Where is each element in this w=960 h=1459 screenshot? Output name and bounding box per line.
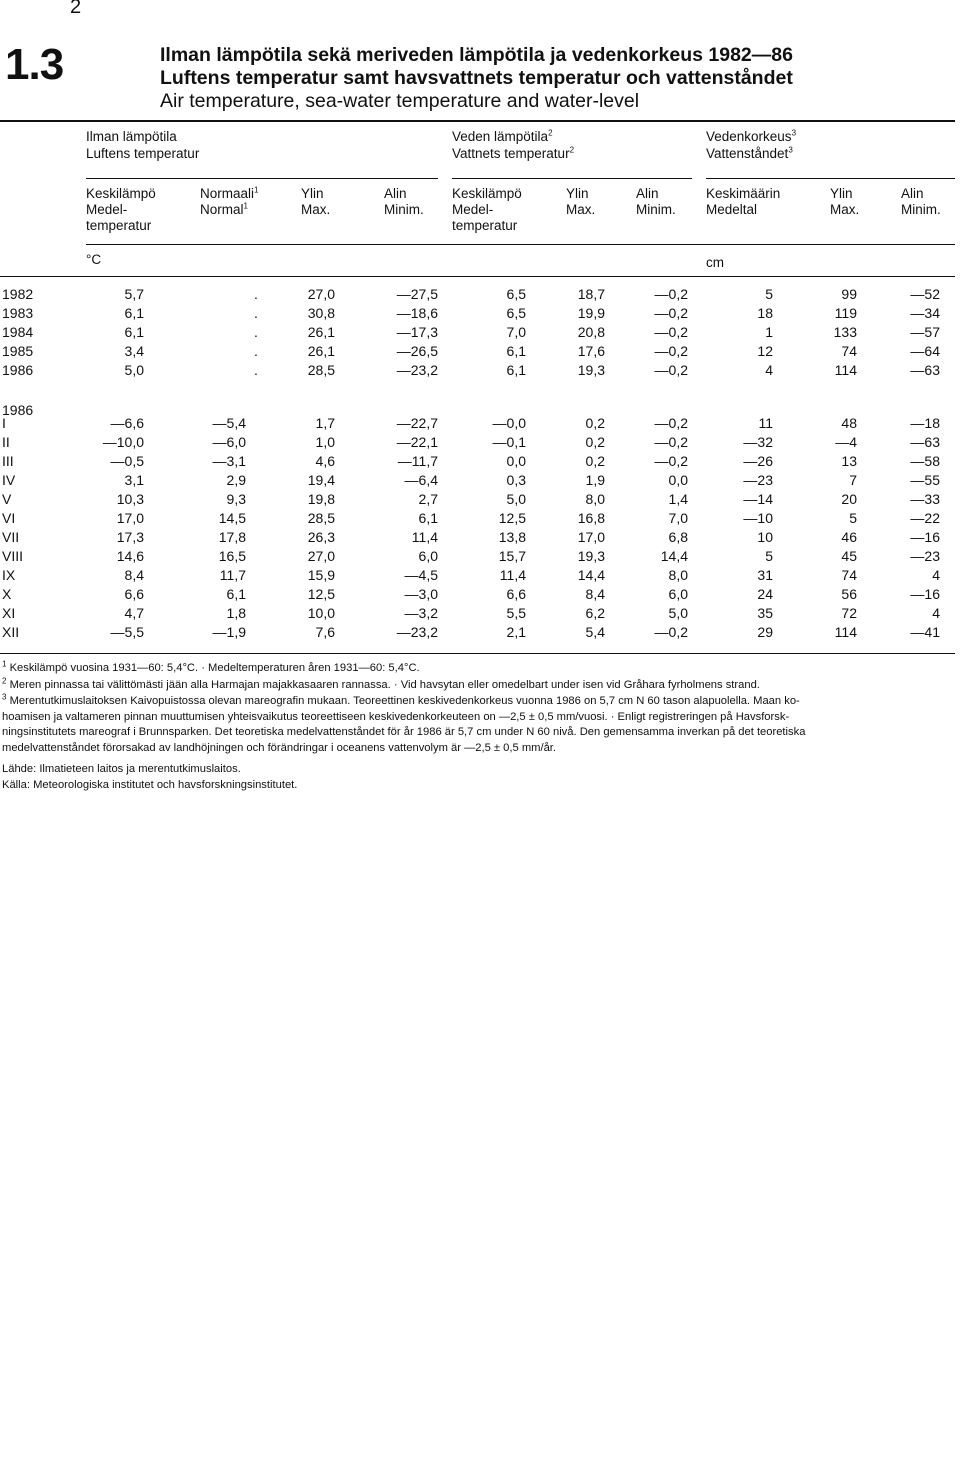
table-cell: —10,0	[102, 434, 144, 450]
group-air-sv: Luftens temperatur	[86, 146, 200, 161]
footnote-mark: 1	[2, 659, 7, 669]
footnote-text: medelvattenståndet förorsakad av landhöjningen och förändringar i oceanens vattenvolym är —2,5 ± 0,5 mm/år.	[2, 741, 557, 754]
header-line: Minim.	[384, 202, 424, 217]
table-cell: —16	[910, 529, 940, 545]
table-cell: —18	[910, 415, 940, 431]
group-rule-air	[86, 178, 438, 179]
row-label: X	[2, 586, 12, 602]
table-cell: 5	[849, 510, 857, 526]
table-cell: 35	[757, 605, 773, 621]
table-cell: 19,4	[307, 472, 335, 488]
table-cell: 13	[841, 453, 857, 469]
row-label: 1982	[2, 286, 34, 302]
table-cell: 6,1	[506, 362, 526, 378]
group-air-fi: Ilman lämpötila	[86, 129, 177, 144]
table-cell: 14,6	[116, 548, 144, 564]
column-header-air-normal	[200, 186, 258, 218]
table-cell: 4	[932, 567, 940, 583]
table-cell: 10,0	[307, 605, 335, 621]
table-cell: 72	[841, 605, 857, 621]
footnote-ref: 1	[254, 185, 259, 195]
footnote-text: Meren pinnassa tai välittömästi jään alla Harmajan majakkasaaren rannassa. · Vid havsytan eller omedelbart under isen vid Gråhara fyrholmens strand.	[9, 679, 760, 691]
table-cell: 7,0	[668, 510, 688, 526]
table-cell: 17,6	[577, 343, 605, 359]
row-label: 1986	[2, 362, 34, 378]
table-cell: —4	[835, 434, 857, 450]
table-cell: 19,3	[577, 548, 605, 564]
table-cell: 1,4	[668, 491, 688, 507]
table-cell: 16,8	[577, 510, 605, 526]
footnote-mark: 3	[2, 692, 7, 702]
row-label: II	[2, 434, 10, 450]
table-cell: 7,6	[315, 624, 335, 640]
table-cell: 6,0	[418, 548, 438, 564]
row-label: III	[2, 453, 14, 469]
title-finnish: Ilman lämpötila sekä meriveden lämpötila ja vedenkorkeus 1982—86	[160, 44, 793, 66]
section-number: 1.3	[5, 40, 64, 89]
group-water-level	[706, 128, 796, 162]
table-cell: 11,4	[499, 567, 526, 583]
table-cell: 14,5	[218, 510, 246, 526]
footnote-2	[2, 678, 760, 694]
column-header-level-max	[830, 186, 859, 218]
table-cell: —0,2	[654, 362, 688, 378]
table-bottom-rule	[0, 653, 955, 654]
title-swedish: Luftens temperatur samt havsvattnets temperatur och vattenståndet	[160, 67, 793, 89]
table-cell: 5	[765, 548, 773, 564]
table-cell: —3,0	[404, 586, 438, 602]
header-line: Ylin	[301, 186, 324, 201]
table-cell: 24	[757, 586, 773, 602]
table-cell: —33	[910, 491, 940, 507]
table-cell: 9,3	[226, 491, 246, 507]
table-cell: 2,1	[506, 624, 526, 640]
table-cell: 7,0	[506, 324, 526, 340]
table-cell: —32	[743, 434, 773, 450]
header-line: Alin	[384, 186, 407, 201]
footnote-text: ningsinstitutets mareograf i Brunnsparken. Det teoretiska medelvattenståndet för år 1986 är 5,7 cm under N 60 nivå. Den gemensamma inverkan på det teoretiska	[2, 726, 806, 738]
header-line: temperatur	[452, 218, 518, 233]
footnote-mark: 2	[2, 676, 7, 686]
footnote-text: Keskilämpö vuosina 1931—60: 5,4°C. · Medeltemperaturen åren 1931—60: 5,4°C.	[9, 662, 420, 674]
unit-celsius: °C	[86, 252, 102, 267]
table-cell: 74	[841, 567, 857, 583]
table-cell: 1,7	[315, 415, 335, 431]
page-number: 2	[70, 0, 82, 18]
column-header-level-mean	[706, 186, 780, 218]
table-cell: 2,9	[226, 472, 246, 488]
table-cell: 28,5	[307, 510, 335, 526]
table-cell: 11	[758, 415, 773, 431]
table-cell: 18,7	[577, 286, 605, 302]
table-cell: —57	[910, 324, 940, 340]
table-cell: 4	[932, 605, 940, 621]
table-cell: 4,6	[315, 453, 335, 469]
table-cell: 29	[757, 624, 773, 640]
header-line: Keskilämpö	[86, 186, 156, 201]
table-cell: —63	[910, 434, 940, 450]
table-cell: —34	[910, 305, 940, 321]
table-cell: 0,3	[506, 472, 526, 488]
table-cell: —23	[743, 472, 773, 488]
table-cell: —5,5	[110, 624, 144, 640]
table-cell: .	[254, 286, 258, 302]
row-label: VII	[2, 529, 20, 545]
footnote-ref: 1	[243, 201, 248, 211]
table-cell: 6,1	[124, 305, 144, 321]
table-cell: —5,4	[212, 415, 246, 431]
header-line: Medeltal	[706, 202, 758, 217]
table-cell: 31	[757, 567, 773, 583]
table-cell: —23,2	[396, 624, 438, 640]
table-cell: —63	[910, 362, 940, 378]
table-cell: 8,0	[668, 567, 688, 583]
table-cell: 99	[841, 286, 857, 302]
table-cell: —23,2	[396, 362, 438, 378]
table-cell: 10	[757, 529, 773, 545]
table-cell: —22,1	[396, 434, 438, 450]
column-header-water-max	[566, 186, 595, 218]
row-label: 1984	[2, 324, 34, 340]
row-label: IX	[2, 567, 16, 583]
header-line: Keskimäärin	[706, 186, 781, 201]
table-cell: —0,5	[110, 453, 144, 469]
table-cell: 14,4	[660, 548, 688, 564]
row-label: 1985	[2, 343, 34, 359]
table-cell: 17,3	[116, 529, 144, 545]
table-cell: —0,2	[654, 324, 688, 340]
table-cell: .	[254, 362, 258, 378]
header-rule	[86, 244, 955, 245]
header-line: Max.	[830, 202, 860, 217]
table-cell: 4,7	[124, 605, 144, 621]
table-cell: 1,9	[585, 472, 605, 488]
table-cell: —41	[910, 624, 940, 640]
column-header-air-max	[301, 186, 330, 218]
table-cell: 15,7	[498, 548, 526, 564]
month-section-label: 1986	[2, 402, 34, 418]
table-cell: 10,3	[116, 491, 144, 507]
table-cell: 20	[841, 491, 857, 507]
table-cell: 15,9	[307, 567, 335, 583]
table-cell: 3,4	[124, 343, 144, 359]
table-cell: 1	[765, 324, 773, 340]
table-cell: 8,4	[585, 586, 605, 602]
table-cell: 114	[834, 362, 857, 378]
table-cell: 4	[765, 362, 773, 378]
header-line: Ylin	[566, 186, 589, 201]
row-label: XI	[2, 605, 16, 621]
table-cell: 12,5	[307, 586, 335, 602]
table-cell: 45	[841, 548, 857, 564]
table-cell: 3,1	[124, 472, 144, 488]
table-cell: 26,1	[307, 324, 335, 340]
table-cell: 56	[841, 586, 857, 602]
group-water-fi: Veden lämpötila	[452, 129, 549, 144]
table-cell: 11,7	[219, 567, 246, 583]
footnote-text: hoamisen ja valtameren pinnan muuttumisen yhteisvaikutus teoreettiseen keskivedenkorkeuteen on —2,5 ± 0,5 mm/vuosi. · Enligt registreringen på Havsforsk-	[2, 710, 790, 723]
table-cell: —1,9	[212, 624, 246, 640]
table-cell: 6,1	[418, 510, 438, 526]
header-line: Minim.	[636, 202, 676, 217]
table-cell: 0,2	[585, 434, 605, 450]
table-cell: 17,0	[577, 529, 605, 545]
table-cell: 6,1	[226, 586, 246, 602]
source-swedish: Källa: Meteorologiska institutet och havsforskningsinstitutet.	[2, 779, 298, 791]
table-cell: —18,6	[396, 305, 438, 321]
table-cell: .	[254, 324, 258, 340]
row-label: 1983	[2, 305, 34, 321]
column-header-air-mean	[86, 186, 156, 234]
unit-centimeters: cm	[706, 255, 724, 270]
footnote-1	[2, 661, 420, 677]
table-cell: 5,0	[506, 491, 526, 507]
table-cell: 19,9	[577, 305, 605, 321]
table-cell: 16,5	[218, 548, 246, 564]
table-cell: 6,1	[124, 324, 144, 340]
table-cell: —27,5	[396, 286, 438, 302]
table-cell: —6,4	[404, 472, 438, 488]
table-cell: 1,8	[226, 605, 246, 621]
table-cell: —26	[743, 453, 773, 469]
table-cell: 6,1	[506, 343, 526, 359]
table-cell: 7	[849, 472, 857, 488]
table-cell: 5,7	[124, 286, 144, 302]
table-cell: —0,2	[654, 415, 688, 431]
row-label: XII	[2, 624, 20, 640]
table-cell: —55	[910, 472, 940, 488]
table-cell: —0,2	[654, 624, 688, 640]
table-cell: 19,8	[307, 491, 335, 507]
header-line: Max.	[301, 202, 331, 217]
header-line: Max.	[566, 202, 596, 217]
table-cell: 0,0	[506, 453, 526, 469]
table-cell: .	[254, 305, 258, 321]
table-cell: —23	[910, 548, 940, 564]
group-water-temperature	[452, 128, 574, 162]
footnote-3	[2, 694, 805, 756]
header-line: Normal	[200, 202, 244, 217]
table-cell: —4,5	[404, 567, 438, 583]
table-cell: 5	[765, 286, 773, 302]
table-cell: 6,6	[506, 586, 526, 602]
group-level-fi: Vedenkorkeus	[706, 129, 792, 144]
column-header-level-min	[901, 186, 941, 218]
table-cell: 8,4	[124, 567, 144, 583]
table-cell: —22,7	[396, 415, 438, 431]
table-cell: —58	[910, 453, 940, 469]
table-cell: —64	[910, 343, 940, 359]
table-cell: —0,0	[492, 415, 526, 431]
table-cell: —6,6	[110, 415, 144, 431]
row-label: VIII	[2, 548, 24, 564]
column-header-water-min	[636, 186, 676, 218]
footnote-ref: 2	[569, 145, 575, 155]
header-line: temperatur	[86, 218, 152, 233]
table-cell: 119	[834, 305, 857, 321]
table-cell: —3,2	[404, 605, 438, 621]
footnote-text: Merentutkimuslaitoksen Kaivopuistossa olevan mareografin mukaan. Teoreettinen keskivedenkorkeus vuonna 1986 on 5,7 cm N 60 tason alapuolella. Maan ko-	[9, 695, 800, 707]
table-cell: 5,0	[124, 362, 144, 378]
table-cell: 0,2	[585, 415, 605, 431]
title-english: Air temperature, sea-water temperature and water-level	[160, 90, 640, 112]
group-level-sv: Vattenståndet	[706, 146, 789, 161]
footnote-ref: 2	[548, 128, 553, 138]
header-line: Alin	[901, 186, 924, 201]
header-line: Normaali	[200, 186, 255, 201]
table-cell: 11,4	[411, 529, 438, 545]
table-cell: 48	[841, 415, 857, 431]
top-rule	[0, 120, 955, 122]
table-cell: —0,2	[654, 453, 688, 469]
table-cell: —11,7	[397, 453, 438, 469]
table-cell: 17,8	[218, 529, 246, 545]
header-line: Keskilämpö	[452, 186, 522, 201]
source-finnish: Lähde: Ilmatieteen laitos ja merentutkimuslaitos.	[2, 763, 241, 775]
table-cell: 5,4	[585, 624, 605, 640]
table-cell: 26,3	[307, 529, 335, 545]
header-line: Medel-	[452, 202, 494, 217]
table-cell: —26,5	[396, 343, 438, 359]
footnote-ref: 3	[791, 128, 797, 138]
row-label: VI	[2, 510, 16, 526]
table-cell: 30,8	[307, 305, 335, 321]
table-cell: —14	[743, 491, 773, 507]
group-rule-level	[706, 178, 955, 179]
row-label: I	[2, 415, 6, 431]
table-cell: 28,5	[307, 362, 335, 378]
table-cell: —0,2	[654, 434, 688, 450]
table-cell: 5,5	[506, 605, 526, 621]
table-cell: 0,0	[668, 472, 688, 488]
table-cell: 6,0	[668, 586, 688, 602]
column-header-water-mean	[452, 186, 522, 234]
table-cell: —0,1	[492, 434, 526, 450]
table-cell: 5,0	[668, 605, 688, 621]
group-rule-water	[452, 178, 692, 179]
column-header-air-min	[384, 186, 424, 218]
table-cell: —17,3	[396, 324, 438, 340]
table-cell: —16	[910, 586, 940, 602]
row-label: V	[2, 491, 12, 507]
table-cell: 19,3	[577, 362, 605, 378]
table-cell: 14,4	[577, 567, 605, 583]
table-cell: 27,0	[307, 548, 335, 564]
header-line: Medel-	[86, 202, 128, 217]
table-cell: 6,2	[585, 605, 605, 621]
table-cell: —0,2	[654, 343, 688, 359]
table-cell: 12	[757, 343, 773, 359]
table-cell: 1,0	[315, 434, 335, 450]
table-cell: —0,2	[654, 305, 688, 321]
table-cell: 6,5	[506, 286, 526, 302]
table-cell: 6,5	[506, 305, 526, 321]
footnote-ref: 3	[788, 145, 793, 155]
table-cell: 0,2	[585, 453, 605, 469]
header-line: Minim.	[901, 202, 941, 217]
table-cell: —10	[743, 510, 773, 526]
table-cell: 2,7	[418, 491, 438, 507]
table-cell: 17,0	[116, 510, 144, 526]
table-cell: 18	[757, 305, 773, 321]
table-cell: 46	[841, 529, 857, 545]
table-cell: 8,0	[585, 491, 605, 507]
table-cell: —6,0	[212, 434, 246, 450]
table-cell: 27,0	[307, 286, 335, 302]
table-cell: 133	[833, 324, 857, 340]
table-cell: 12,5	[498, 510, 526, 526]
body-top-rule	[0, 276, 955, 277]
table-cell: 6,6	[124, 586, 144, 602]
table-cell: —22	[910, 510, 940, 526]
table-cell: —3,1	[212, 453, 246, 469]
header-line: Ylin	[830, 186, 853, 201]
table-cell: .	[254, 343, 258, 359]
table-cell: 20,8	[577, 324, 605, 340]
table-cell: —0,2	[654, 286, 688, 302]
row-label: IV	[2, 472, 16, 488]
table-cell: 13,8	[498, 529, 526, 545]
group-air-temperature	[86, 128, 199, 162]
table-cell: 114	[834, 624, 857, 640]
table-cell: 26,1	[307, 343, 335, 359]
table-cell: 74	[841, 343, 857, 359]
table-cell: 6,8	[668, 529, 688, 545]
table-cell: —52	[910, 286, 940, 302]
group-water-sv: Vattnets temperatur	[452, 146, 570, 161]
header-line: Alin	[636, 186, 659, 201]
